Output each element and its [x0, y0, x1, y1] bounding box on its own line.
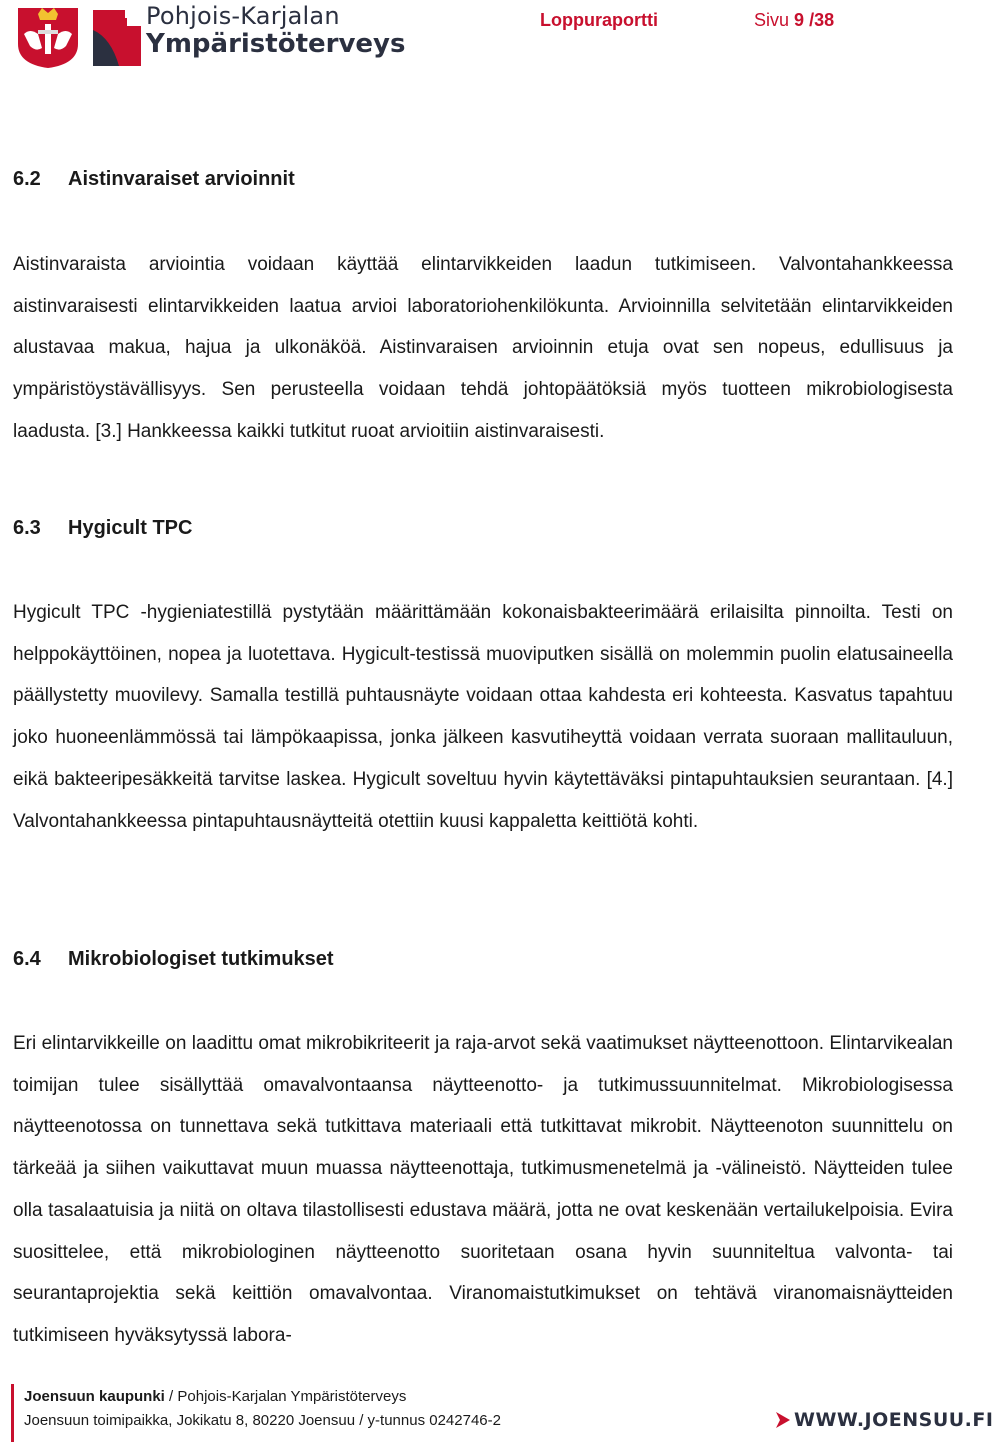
- website-link[interactable]: WWW.JOENSUU.FI: [794, 1409, 993, 1431]
- org-name-line2: Ympäristöterveys: [146, 29, 406, 60]
- org-name-line1: Pohjois-Karjalan: [146, 2, 340, 30]
- page-label: Sivu: [754, 10, 790, 30]
- section-number: 6.4: [13, 948, 41, 970]
- document-title: Loppuraportti: [540, 10, 658, 30]
- footer-accent-bar: [11, 1384, 14, 1442]
- footer-organization: [24, 1388, 406, 1405]
- footer-unit: Pohjois-Karjalan Ympäristöterveys: [177, 1388, 407, 1405]
- ymparistoterveys-logo-icon: [89, 4, 145, 70]
- page-current: 9: [794, 10, 805, 30]
- section-title: Mikrobiologiset tutkimukset: [68, 948, 334, 970]
- footer-city: Joensuun kaupunki: [24, 1388, 165, 1405]
- section-heading: [13, 168, 295, 191]
- arrow-right-icon: [776, 1412, 790, 1428]
- section-number: 6.2: [13, 168, 41, 190]
- section-body: Hygicult TPC -hygieniatestillä pystytään määrittämään kokonaisbakteerimäärä erilaisilta pinnoilta. Testi on helppokäyttöinen, nopea ja luotettava. Hygicult-testissä muoviputken sisällä on molemmin puolin elatusaineella päällystetty muovilevy. Samalla testillä puhtausnäyte voidaan ottaa kahdesta eri kohteesta. Kasvatus tapahtuu joko huoneenlämmössä tai lämpökaapissa, jonka jälkeen kasvutiheyttä voidaan verrata suoraan mallitauluun, eikä bakteeripesäkkeitä tarvitse laskea. Hygicult soveltuu hyvin käytettäväksi pintapuhtauksien seurantaan. [4.] Valvontahankkeessa pintapuhtausnäytteitä otettiin kuusi kappaletta keittiötä kohti.: [13, 602, 953, 832]
- section-number: 6.3: [13, 517, 41, 539]
- section-title: Hygicult TPC: [68, 517, 193, 539]
- footer-address: Joensuun toimipaikka, Jokikatu 8, 80220 Joensuu / y-tunnus 0242746-2: [24, 1412, 501, 1429]
- section-body: Eri elintarvikkeille on laadittu omat mikrobikriteerit ja raja-arvot sekä vaatimukset näytteenottoon. Elintarvikealan toimijan tulee sisällyttää omavalvontaansa näytteenotto- ja tutkimussuunnitelmat. Mikrobiologisessa näytteenotossa on tunnettava sekä tutkittava materiaali että tutkittavat mikrobit. Näytteenoton suunnittelu on tärkeää ja siihen vaikuttavat muun muassa näytteenottaja, tutkimusmenetelmä ja -välineistö. Näytteiden tulee olla tasalaatuisia ja niitä on oltava tilastollisesti edustava määrä, jotta ne ovat keskenään vertailukelpoisia. Evira suosittelee, että mikrobiologinen näytteenotto suoritetaan osana hyvin suunniteltua valvonta- tai seurantaprojektia sekä keittiön omavalvontaa. Viranomaistutkimukset on tehtävä viranomaisnäytteiden tutkimiseen hyväksytyssä labora-: [13, 1033, 953, 1346]
- page-footer: [0, 1380, 993, 1446]
- north-karelia-coat-of-arms-icon: [16, 4, 80, 70]
- section-body: Aistinvaraista arviointia voidaan käyttää elintarvikkeiden laadun tutkimiseen. Valvontahankkeessa aistinvaraisesti elintarvikkeiden laatua arvioi laboratoriohenkilökunta. Arvioinnilla selvitetään elintarvikkeiden alustavaa makua, hajua ja ulkonäköä. Aistinvaraisen arvioinnin etuja ovat sen nopeus, edullisuus ja ympäristöystävällisyys. Sen perusteella voidaan tehdä johtopäätöksiä myös tuotteen mikrobiologisesta laadusta. [3.] Hankkeessa kaikki tutkitut ruoat arvioitiin aistinvaraisesti.: [13, 254, 953, 442]
- footer-separator: /: [164, 1388, 178, 1405]
- page-total: 38: [814, 10, 835, 30]
- page-number: [754, 10, 834, 31]
- page-header: [0, 0, 960, 80]
- section-heading: [13, 517, 192, 540]
- organization-name: [146, 4, 426, 58]
- footer-website[interactable]: [776, 1409, 993, 1431]
- page-separator: /: [809, 10, 815, 30]
- section-heading: [13, 948, 334, 971]
- section-title: Aistinvaraiset arvioinnit: [68, 168, 295, 190]
